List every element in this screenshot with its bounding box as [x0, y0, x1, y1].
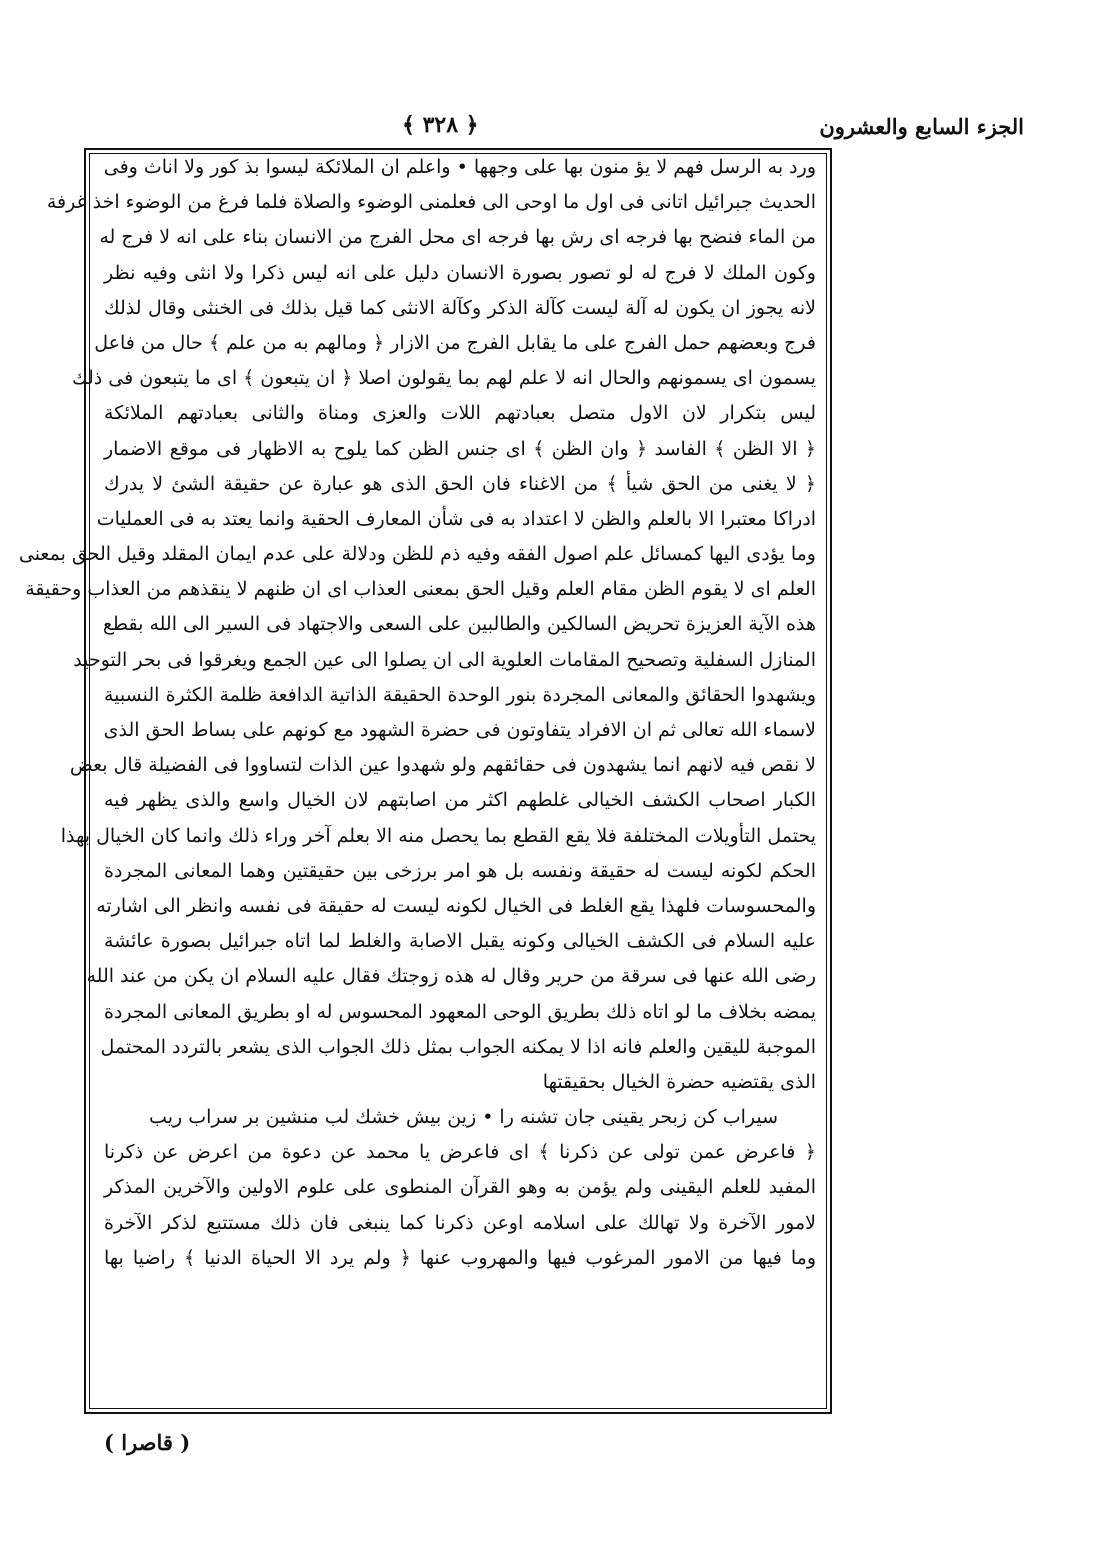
text-line: ادراكا معتبرا الا بالعلم والظن لا اعتداد به فى شأن المعارف الحقية وانما يعتد به فى العمليات	[96, 507, 816, 530]
text-line: والمحسوسات فلهذا يقع الغلط فى الخيال لكونه ليست له حقيقة فى نفسه وانظر الى اشارته	[96, 894, 816, 917]
text-line: الحكم لكونه ليست له حقيقة ونفسه بل هو امر برزخى بين حقيقتين وهما المعانى المجردة	[104, 859, 816, 882]
text-line: ﴿ فاعرض عمن تولى عن ذكرنا ﴾ اى فاعرض يا محمد عن دعوة من اعرض عن ذكرنا	[104, 1141, 816, 1164]
text-line: المنازل السفلية وتصحيح المقامات العلوية الى ان يصلوا الى عين الجمع ويغرقوا فى بحر التوحيد	[73, 648, 816, 671]
text-line: لا نقص فيه لانهم انما يشهدون فى حقائقهم ولو شهدوا عين الذات لتساووا فى الفضيلة قال بعض	[69, 754, 816, 777]
catchword: ( قاصرا )	[104, 1430, 191, 1455]
text-line: ﴿ الا الظن ﴾ الفاسد ﴿ وان الظن ﴾ اى جنس الظن كما يلوح به الاظهار فى موقع الاضمار	[104, 437, 816, 460]
text-line: من الماء فنضح بها فرجه اى رش بها فرجه اى محل الفرج من الانسان بناء على انه لا فرج له	[99, 226, 816, 249]
text-line: رضى الله عنها فى سرقة من حرير وقال له هذه زوجتك فقال عليه السلام ان يكن من عند الله	[86, 965, 816, 988]
text-line: فرج وبعضهم حمل الفرج على ما يقابل الفرج من الازار ﴿ ومالهم به من علم ﴾ حال من فاعل	[94, 331, 816, 354]
text-line: ورد به الرسل فهم لا يؤ منون بها على وجهها • واعلم ان الملائكة ليسوا بذ كور ولا اناث وفى	[103, 156, 816, 178]
text-line: يسمون اى يسمونهم والحال انه لا علم لهم بما يقولون اصلا ﴿ ان يتبعون ﴾ اى ما يتبعون فى ذلك	[71, 367, 816, 390]
page-header	[84, 112, 1024, 148]
text-line: هذه الآية العزيزة تحريض السالكين والطالبين على السعى والاجتهاد فى السير الى الله بقطع	[102, 613, 816, 636]
text-line: وما يؤدى اليها كمسائل علم اصول الفقه وفيه ذم للظن ودلالة على عدم ايمان المقلد وقيل الحق بمعنى	[18, 543, 816, 566]
text-line: ﴿ لا يغنى من الحق شيأ ﴾ من الاغناء فان الحق الذى هو عبارة عن حقيقة الشئ لا يدرك	[104, 472, 816, 495]
text-line: وما فيها من الامور المرغوب فيها والمهروب عنها ﴿ ولم يرد الا الحياة الدنيا ﴾ راضيا بها	[104, 1246, 816, 1269]
poetry-verse: سيراب كن زبحر يقينى جان تشنه را • زين بيش خشك لب منشين بر سراب ريب	[149, 1106, 778, 1129]
text-line: لامور الآخرة ولا تهالك على اسلامه اوعن ذكرنا كما ينبغى فان ذلك مستتبع لذكر الآخرة	[104, 1211, 816, 1234]
text-line: لانه يجوز ان يكون له آلة ليست كآلة الذكر وكآلة الانثى كما قيل بذلك فى الخنثى وقال لذلك	[104, 296, 816, 319]
text-line: لاسماء الله تعالى ثم ان الافراد يتفاوتون فى حضرة الشهود مع كونهم على بساط الحق الذى	[103, 719, 816, 741]
text-line: وكون الملك لا فرج له لو تصور بصورة الانسان دليل على انه ليس ذكرا ولا انثى وفيه نظر	[104, 261, 816, 284]
text-line: المفيد للعلم اليقينى ولم يؤمن به وهو القرآن المنطوى على علوم الاولين والآخرين المذكر	[104, 1176, 816, 1199]
text-line: ليس بتكرار لان الاول متصل بعبادتهم اللات والعزى ومناة والثانى بعبادتهم الملائكة	[104, 402, 816, 425]
text-line: يمضه بخلاف ما لو اتاه ذلك بطريق الوحى المعهود المحسوس له او بطريق المعانى المجردة	[104, 1000, 816, 1023]
text-line: الكبار اصحاب الكشف الخيالى غلطهم اكثر من اصابتهم لان الخيال واسع والذى يظهر فيه	[104, 789, 816, 812]
paragraph-end-line: الذى يقتضيه حضرة الخيال بحقيقتها	[542, 1070, 816, 1093]
text-line: الحديث جبرائيل اتانى فى اول ما اوحى الى فعلمنى الوضوء والصلاة فلما فرغ من الوضوء اخذ غرفة	[46, 191, 816, 214]
text-line: يحتمل التأويلات المختلفة فلا يقع القطع بما يحصل منه الا بعلم آخر وراء ذلك وانما كان الخيال بهذا	[60, 824, 816, 847]
text-line: الموجبة لليقين والعلم فانه اذا لا يمكنه الجواب بمثل ذلك الجواب الذى يشعر بالتردد المحتمل	[100, 1035, 816, 1058]
text-line: عليه السلام فى الكشف الخيالى وكونه يقبل الاصابة والغلط لما اتاه جبرائيل بصورة عائشة	[104, 930, 816, 953]
body-text	[18, 150, 816, 1412]
page-number: ﴿ ٣٢٨ ﴾	[402, 112, 479, 138]
part-title: الجزء السابع والعشرون	[819, 114, 1024, 139]
text-line: العلم اى لا يقوم الظن مقام العلم وقيل الحق بمعنى العذاب اى ان ظنهم لا ينقذهم من العذاب وحقيقة	[25, 578, 816, 601]
text-line: ويشهدوا الحقائق والمعانى المجردة بنور الوحدة الحقيقة الذاتية الدافعة ظلمة الكثرة النسبية	[104, 683, 816, 706]
